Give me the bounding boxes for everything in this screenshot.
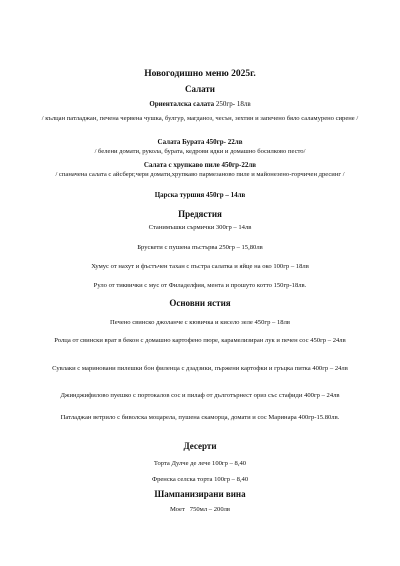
- salad-item-name: [40, 100, 360, 109]
- starter-item: Станимъшки сърмички 300гр – 14лв: [148, 224, 252, 231]
- main-item: Патладжан ветрило с биволска моцарела, пушена скаморца, домати и сос Маринара 400гр-15.80лв.: [60, 414, 340, 421]
- salad-price: 250гр- 18лв: [215, 100, 251, 108]
- main-item: Печено свинско джоланче с кювичка и кисело зеле 450гр – 18лв: [110, 319, 290, 326]
- starter-item: Хумус от нахут и фъстъчен тахан с пъстра салатка и яйце на око 100гр – 18лв: [91, 263, 309, 270]
- starter-item: Руло от тиквички с мус от Филаделфия, мента и прошуто котто 150гр-18лв.: [93, 282, 307, 289]
- main-item: Ролца от свински врат в бекон с домашно картофено пюре, карамелизиран лук и печен сос 450гр – 24лв: [54, 337, 346, 344]
- salad-name: Ориенталска салата: [149, 100, 215, 108]
- dessert-item: Торта Дулче де лече 100гр – 8,40: [153, 460, 247, 467]
- starter-item: Брускети с пушена пъстърва 250гр – 15,80лв: [137, 244, 263, 251]
- wines-heading: Шампанизирани вина: [154, 489, 246, 499]
- salad-item-desc: / кълцан патладжан, печена червена чушка, булгур, магданоз, чесън, зехтин и запечено бяло саламурено сирене /: [41, 115, 359, 122]
- starters-heading: Предястия: [178, 209, 222, 219]
- salad-item-desc: / белени домати, рукола, бурата, кедрови ядки и домашно босилково песто/: [94, 148, 306, 155]
- menu-title: Новогодишно меню 2025г.: [144, 69, 256, 79]
- desserts-heading: Десерти: [183, 441, 217, 451]
- salad-item-name: Салата Бурата 450гр- 22лв: [157, 138, 243, 146]
- salad-item-desc: / спаначена салата с айсберг,чери домати,хрупкаво пармезаново пиле и майонезено-горчичен дресинг /: [55, 171, 345, 178]
- salad-item-name: Салата с хрупкаво пиле 450гр-22лв: [143, 161, 257, 169]
- salad-item-name: Царска туршия 450гр – 14лв: [154, 191, 246, 199]
- main-item: Джинджифилово пуешко с портокалов сос и пилаф от дълготърнест ориз със стафиди 400гр – 24лв: [60, 392, 340, 399]
- main-item: Сувлаки с мариновани пилешки бон филенца с дзадзики, пържени картофки и гръцка питка 400гр – 24лв: [52, 365, 348, 372]
- salads-heading: Салати: [184, 84, 215, 94]
- dessert-item: Френска селска торта 100гр – 8,40: [151, 476, 249, 483]
- mains-heading: Основни ястия: [169, 298, 231, 308]
- wine-item: Моет 750мл – 200лв: [169, 506, 231, 513]
